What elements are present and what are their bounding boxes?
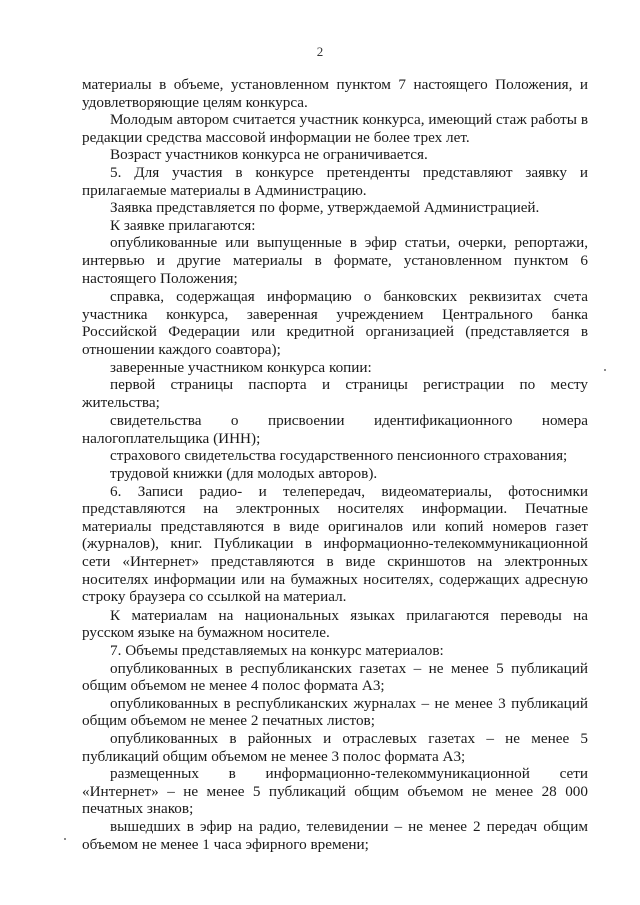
paragraph: К заявке прилагаются: <box>110 216 256 234</box>
paragraph: Молодым автором считается участник конкурса, имеющий стаж работы в редакции средства массовой информации не более трех лет. <box>82 111 588 146</box>
paragraph: свидетельства о присвоении идентификационного номера налогоплательщика (ИНН); <box>82 412 588 447</box>
paragraph: Заявка представляется по форме, утверждаемой Администрацией. <box>110 199 540 217</box>
paragraph: опубликованных в республиканских журналах – не менее 3 публикаций общим объемом не менее 2 печатных листов; <box>82 694 588 730</box>
paragraph: страхового свидетельства государственного пенсионного страхования; <box>110 447 568 465</box>
paragraph: 5. Для участия в конкурсе претенденты представляют заявку и прилагаемые материалы в Администрацию. <box>82 163 588 199</box>
paragraph: Возраст участников конкурса не ограничивается. <box>110 146 428 164</box>
paragraph: опубликованные или выпущенные в эфир статьи, очерки, репортажи, интервью и другие материалы в формате, установленном пунктом 6 настоящего Положения; <box>82 234 588 287</box>
scan-speck <box>64 838 66 840</box>
paragraph: опубликованных в районных и отраслевых газетах – не менее 5 публикаций общим объемом не менее 3 полос формата А3; <box>82 729 588 765</box>
scan-speck <box>604 369 606 371</box>
paragraph: вышедших в эфир на радио, телевидении – не менее 2 передач общим объемом не менее 1 часа эфирного времени; <box>82 817 588 853</box>
paragraph: размещенных в информационно-телекоммуникационной сети «Интернет» – не менее 5 публикаций общим объемом не менее 28 000 печатных знаков; <box>82 765 588 818</box>
paragraph: заверенные участником конкурса копии: <box>110 358 372 376</box>
paragraph: 6. Записи радио- и телепередач, видеоматериалы, фотоснимки представляются на электронных носителях информации. Печатные материалы представляются в виде оригиналов или копий номеров газет (журналов), книг. Публикации в информационно-телекоммуникационной сети «Интернет» представляются в виде скриншотов на электронных носителях информации или на бумажных носителях, содержащих адресную строку браузера со ссылкой на материал. <box>82 482 588 606</box>
paragraph: материалы в объеме, установленном пунктом 7 настоящего Положения, и удовлетворяющие целям конкурса. <box>82 76 588 111</box>
paragraph: справка, содержащая информацию о банковских реквизитах счета участника конкурса, заверенная учреждением Центрального банка Российской Федерации или кредитной организацией (представляется в отношении каждого соавтора); <box>82 288 588 358</box>
paragraph: опубликованных в республиканских газетах – не менее 5 публикаций общим объемом не менее 4 полос формата А3; <box>82 659 588 695</box>
paragraph: К материалам на национальных языках прилагаются переводы на русском языке на бумажном носителе. <box>82 606 588 642</box>
page-number: 2 <box>316 44 324 59</box>
paragraph: трудовой книжки (для молодых авторов). <box>110 465 378 483</box>
paragraph: первой страницы паспорта и страницы регистрации по месту жительства; <box>82 376 588 411</box>
document-body <box>82 76 588 853</box>
paragraph: 7. Объемы представляемых на конкурс материалов: <box>110 642 444 659</box>
